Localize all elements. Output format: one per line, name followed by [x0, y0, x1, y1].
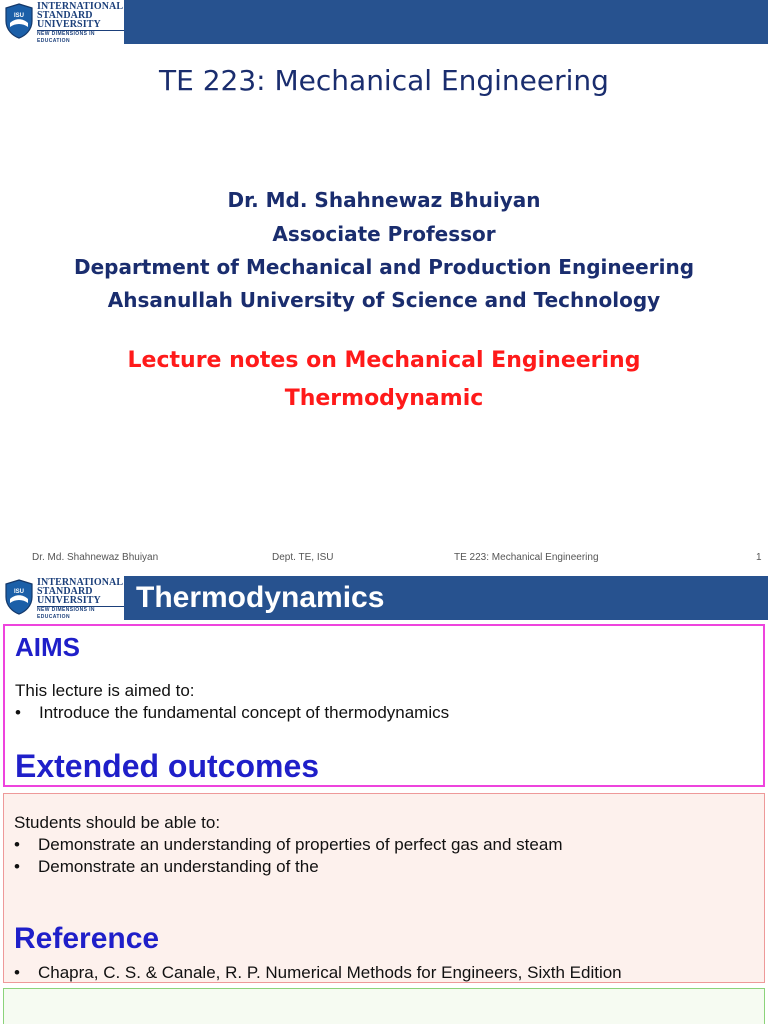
- author-department: Department of Mechanical and Production Engineering: [73, 255, 695, 279]
- seal-text: ISU: [13, 589, 25, 595]
- aims-text: [15, 680, 449, 724]
- outcomes-intro: Students should be able to:: [14, 813, 221, 832]
- logo-line-3: UNIVERSITY: [37, 19, 101, 30]
- reference-heading: Reference: [14, 922, 160, 955]
- slide-footer: [0, 552, 768, 568]
- university-seal-icon: [4, 579, 34, 615]
- aims-box: [3, 624, 765, 787]
- slide-2-title: Thermodynamics: [136, 581, 385, 614]
- logo-line-2: STANDARD: [37, 10, 93, 21]
- university-logo: [0, 0, 124, 44]
- author-university: Ahsanullah University of Science and Technology: [107, 288, 661, 312]
- slide-2-header-bar: [124, 576, 768, 620]
- aims-heading: AIMS: [15, 632, 80, 662]
- author-name: Dr. Md. Shahnewaz Bhuiyan: [227, 188, 541, 212]
- outcomes-item: • Demonstrate an understanding of properties of perfect gas and steam: [14, 834, 562, 856]
- university-logo: [0, 576, 124, 620]
- footer-course: TE 223: Mechanical Engineering: [454, 552, 599, 563]
- outcomes-item: • Demonstrate an understanding of the: [14, 856, 562, 878]
- aims-intro: This lecture is aimed to:: [15, 681, 195, 700]
- outcomes-box: [3, 793, 765, 983]
- reference-text: [14, 962, 622, 984]
- lecture-title-line-2: Thermodynamic: [284, 386, 484, 411]
- header-bar: [124, 0, 768, 44]
- outcomes-heading: Extended outcomes: [15, 748, 320, 784]
- lecture-title-line-1: Lecture notes on Mechanical Engineering: [127, 348, 641, 373]
- footer-page-number: 1: [756, 552, 762, 563]
- outcomes-text: [14, 812, 562, 878]
- logo-tagline: NEW DIMENSIONS IN EDUCATION: [37, 30, 124, 45]
- reference-item: • Chapra, C. S. & Canale, R. P. Numerical Methods for Engineers, Sixth Edition: [14, 962, 622, 984]
- logo-line-3: UNIVERSITY: [37, 595, 101, 606]
- author-role: Associate Professor: [272, 222, 496, 246]
- logo-line-1: INTERNATIONAL: [37, 577, 124, 588]
- next-content-box: [3, 988, 765, 1024]
- logo-line-1: INTERNATIONAL: [37, 1, 124, 12]
- logo-wordmark: [37, 578, 124, 621]
- seal-text: ISU: [13, 13, 25, 19]
- aims-item: • Introduce the fundamental concept of thermodynamics: [15, 702, 449, 724]
- footer-author: Dr. Md. Shahnewaz Bhuiyan: [32, 552, 159, 563]
- logo-tagline: NEW DIMENSIONS IN EDUCATION: [37, 606, 124, 621]
- university-seal-icon: [4, 3, 34, 39]
- course-title: TE 223: Mechanical Engineering: [159, 64, 609, 97]
- logo-line-2: STANDARD: [37, 586, 93, 597]
- footer-dept: Dept. TE, ISU: [272, 552, 334, 563]
- logo-wordmark: [37, 2, 124, 45]
